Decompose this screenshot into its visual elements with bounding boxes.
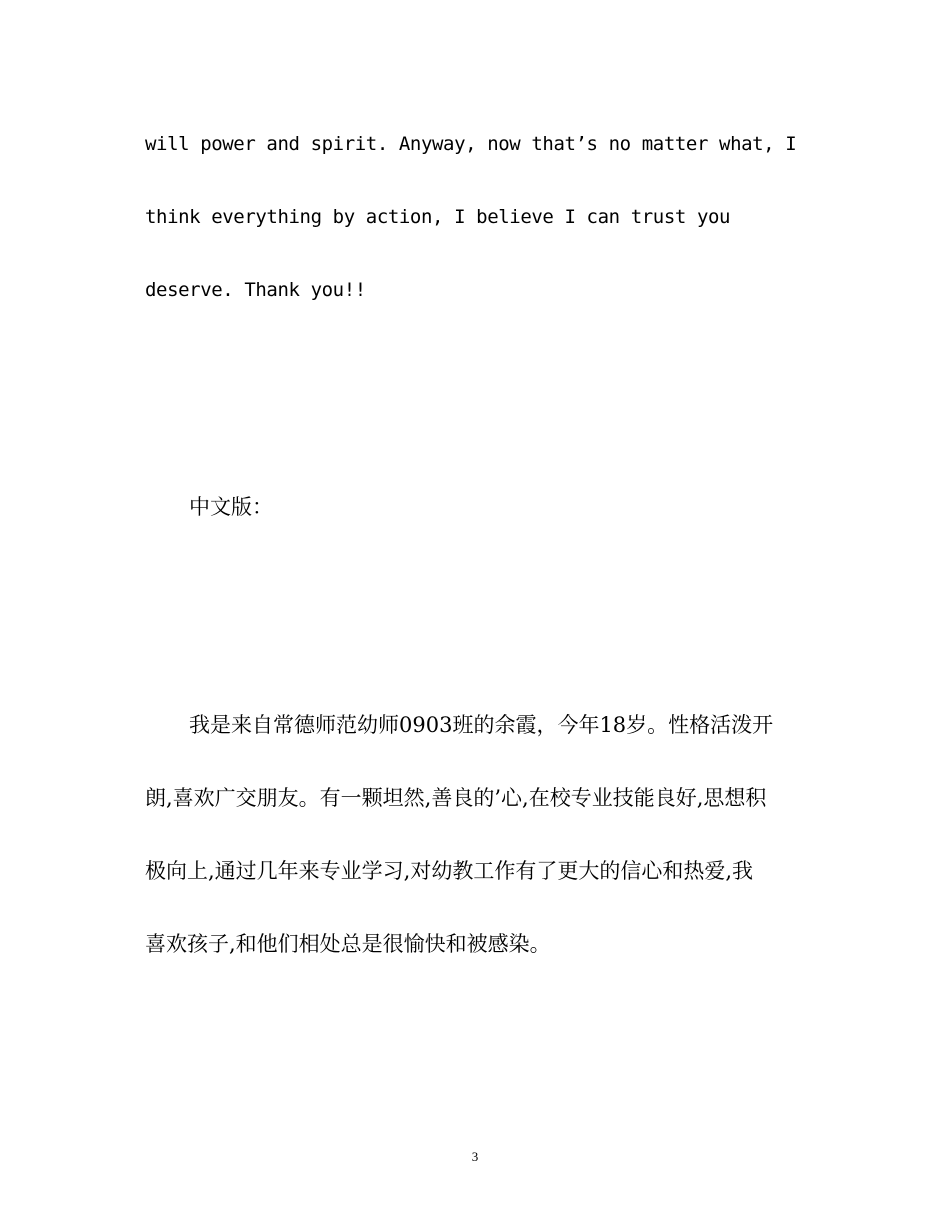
- chinese-paragraph-line-1: 我是来自常德师范幼师0903班的余霞，今年18岁。性格活泼开: [189, 713, 774, 737]
- chinese-paragraph-line-3: 极向上,通过几年来专业学习,对幼教工作有了更大的信心和热爱,我: [145, 859, 754, 883]
- page-number: 3: [471, 1149, 479, 1164]
- english-line-1: will power and spirit. Anyway, now that’s no matter what, I: [145, 133, 797, 155]
- english-line-2: think everything by action, I believe I can trust you: [145, 206, 731, 228]
- english-line-3: deserve. Thank you!!: [145, 279, 366, 301]
- chinese-heading: 中文版：: [189, 495, 273, 519]
- chinese-paragraph-line-4: 喜欢孩子,和他们相处总是很愉快和被感染。: [145, 932, 551, 956]
- chinese-paragraph-line-2: 朗,喜欢广交朋友。有一颗坦然,善良的’心,在校专业技能良好,思想积: [145, 786, 767, 810]
